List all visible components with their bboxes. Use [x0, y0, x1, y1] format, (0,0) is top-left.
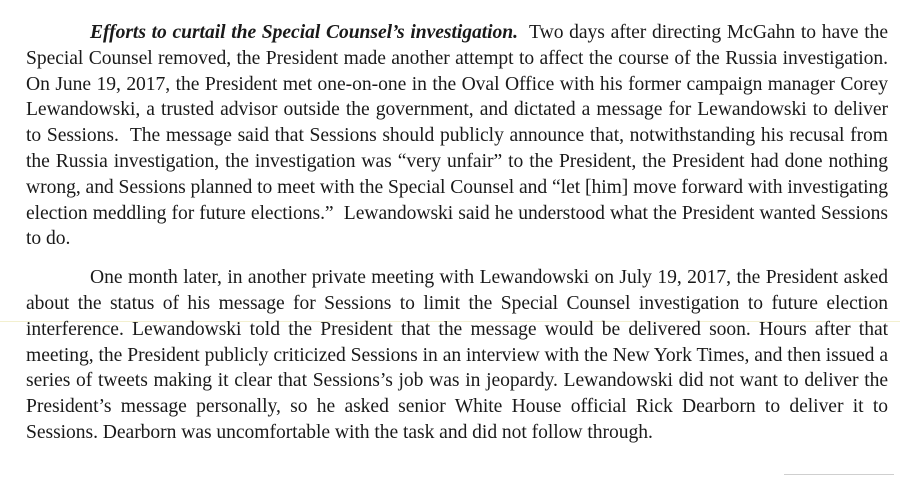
section-heading: Efforts to curtail the Special Counsel’s investigation. [90, 22, 518, 43]
paragraph-1-body: Two days after directing McGahn to have the Special Counsel removed, the President made another attempt to affect the course of the Russia investigation. On June 19, 2017, the President met one-on-one in the Oval Office with his former campaign manager Corey Lewandowski, a trusted advisor outside the government, and dictated a message for Lewandowski to deliver to Sessions. The message said that Sessions should publicly announce that, notwithstanding his recusal from the Russia investigation, the investigation was “very unfair” to the President, the President had done nothing wrong, and Sessions planned to meet with the Special Counsel and “let [him] move forward with investigating election meddling for future elections.” Lewandowski said he understood what the President wanted Sessions to do. [26, 22, 898, 250]
paragraph-2-body: One month later, in another private meeting with Lewandowski on July 19, 2017, the President asked about the status of his message for Sessions to limit the Special Counsel investigation to future election interference. Lewandowski told the President that the message would be delivered soon. Hours after that meeting, the President publicly criticized Sessions in an interview with the New York Times, and then issued a series of tweets making it clear that Sessions’s job was in jeopardy. Lewandowski did not want to deliver the President’s message personally, so he asked senior White House official Rick Dearborn to deliver it to Sessions. Dearborn was uncomfortable with the task and did not follow through. [26, 267, 888, 443]
paragraph-1 [26, 20, 898, 252]
paragraph-2 [26, 265, 888, 446]
scan-edge-mark [784, 474, 894, 475]
document-page [26, 20, 898, 446]
